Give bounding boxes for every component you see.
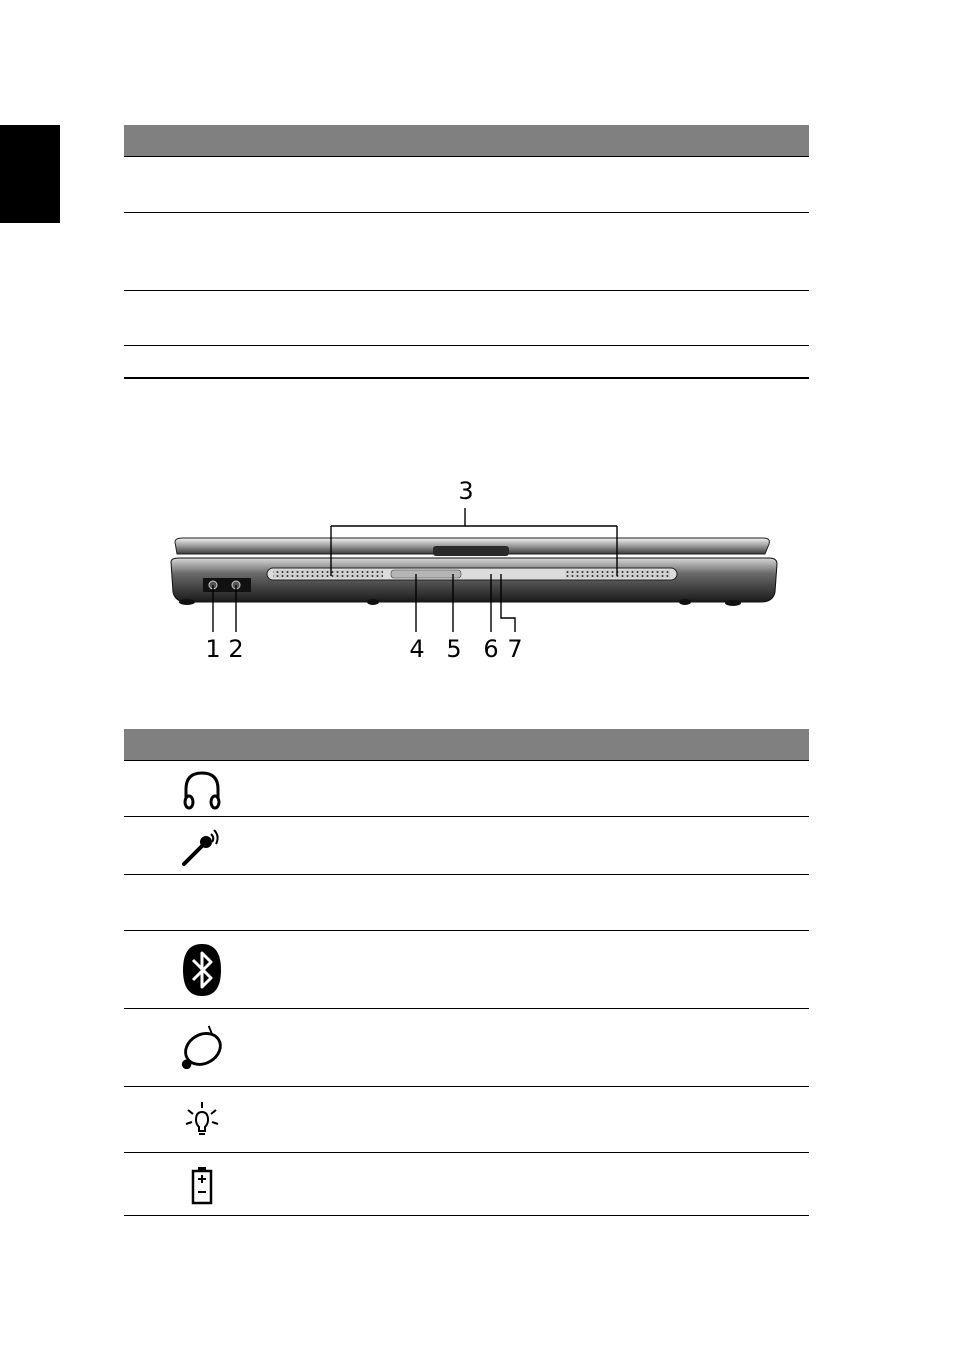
bottom-table — [124, 729, 809, 1216]
laptop-front-view-figure — [165, 470, 785, 670]
table-row — [124, 931, 809, 1009]
microphone-icon — [178, 817, 226, 875]
table-row — [124, 761, 809, 817]
top-table-header — [124, 125, 809, 157]
callout-3: 3 — [458, 477, 474, 505]
callout-7: 7 — [507, 635, 523, 663]
headphones-icon — [178, 761, 226, 817]
wireless-lan-icon — [178, 1009, 226, 1087]
callout-1: 1 — [205, 635, 221, 663]
power-light-icon — [178, 1087, 226, 1153]
table-row — [124, 1009, 809, 1087]
callout-4: 4 — [409, 635, 425, 663]
table-row — [124, 291, 809, 346]
table-row — [124, 346, 809, 379]
table-row — [124, 817, 809, 875]
table-row — [124, 875, 809, 931]
table-row — [124, 157, 809, 213]
bluetooth-icon — [178, 931, 226, 1009]
laptop-front-view-image — [165, 470, 785, 670]
table-row — [124, 1087, 809, 1153]
callout-2: 2 — [228, 635, 244, 663]
table-row — [124, 1153, 809, 1216]
callout-6: 6 — [483, 635, 499, 663]
top-table — [124, 125, 809, 379]
callout-5: 5 — [446, 635, 462, 663]
battery-icon — [178, 1153, 226, 1216]
bottom-table-header — [124, 729, 809, 761]
chapter-tab — [0, 125, 60, 223]
table-row — [124, 213, 809, 291]
